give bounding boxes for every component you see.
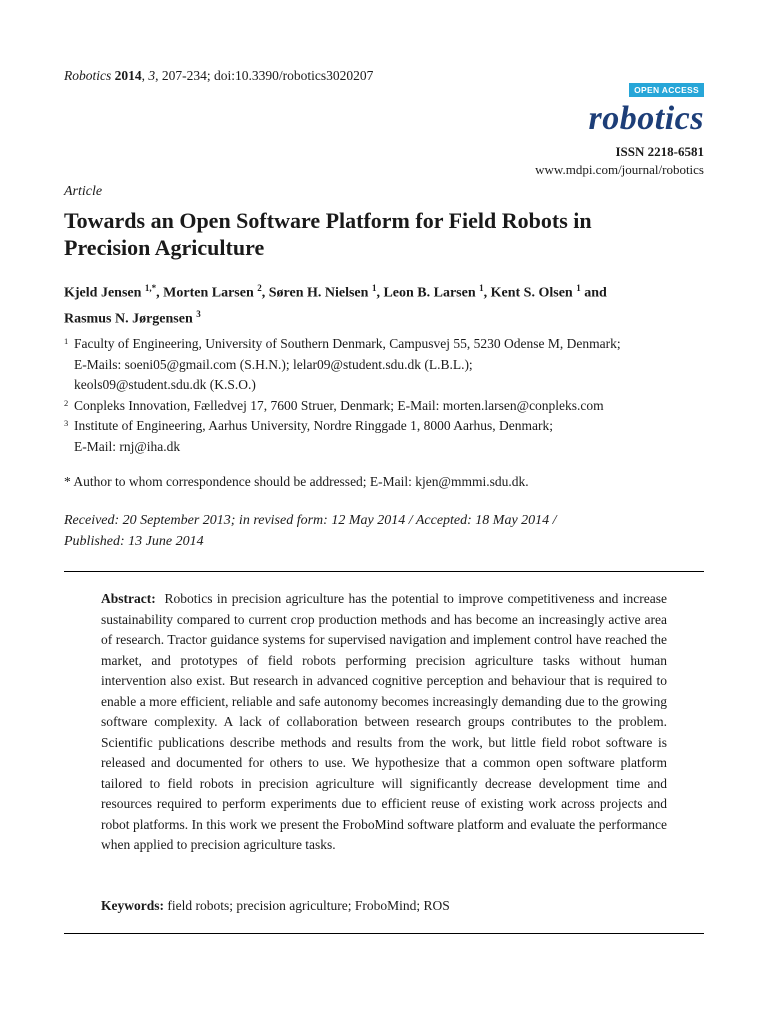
citation-volume: 3 xyxy=(148,68,156,83)
correspondence-note: * Author to whom correspondence should be addressed; E-Mail: kjen@mmmi.sdu.dk. xyxy=(64,474,529,489)
open-access-badge: OPEN ACCESS xyxy=(629,83,704,97)
affiliation-line: Conpleks Innovation, Fælledvej 17, 7600 Struer, Denmark; E-Mail: morten.larsen@conpleks.com xyxy=(74,397,604,413)
issn: ISSN 2218-6581 xyxy=(615,144,704,159)
author-name: Kjeld Jensen xyxy=(64,285,142,301)
author-affiliation-marker: 2 xyxy=(257,283,262,293)
affiliation-number: 2 xyxy=(64,397,69,408)
affiliation-1 xyxy=(64,334,714,396)
affiliation-line: E-Mails: soeni05@gmail.com (S.H.N.); lelar09@student.sdu.dk (L.B.L.); xyxy=(74,356,473,372)
citation-journal: Robotics xyxy=(64,68,112,83)
article-type: Article xyxy=(64,184,103,199)
affiliation-line: Institute of Engineering, Aarhus University, Nordre Ringgade 1, 8000 Aarhus, Denmark; xyxy=(74,418,554,433)
author-separator: , xyxy=(483,285,491,301)
author-name: Leon B. Larsen xyxy=(383,285,476,301)
author-name: Kent S. Olsen xyxy=(490,285,573,301)
title-line: Towards an Open Software Platform for Field Robots in xyxy=(64,208,592,233)
bottom-divider xyxy=(64,933,704,934)
author-separator: , xyxy=(156,285,164,301)
keywords-text: field robots; precision agriculture; FroboMind; ROS xyxy=(167,898,450,913)
affiliation-line: Faculty of Engineering, University of Southern Denmark, Campusvej 55, 5230 Odense M, Denmark; xyxy=(74,336,621,351)
author-name: Søren H. Nielsen xyxy=(268,285,369,301)
keywords xyxy=(101,898,450,914)
affiliation-2 xyxy=(64,396,714,417)
author-list xyxy=(64,278,704,329)
journal-url[interactable]: www.mdpi.com/journal/robotics xyxy=(535,162,704,177)
publication-dates xyxy=(64,510,704,552)
author-name: Rasmus N. Jørgensen xyxy=(64,311,193,327)
author-affiliation-marker: 1 xyxy=(576,283,581,293)
affiliation-number: 1 xyxy=(64,336,69,346)
author-separator: and xyxy=(580,285,607,301)
citation-line: Robotics 2014, 3, 207-234; doi:10.3390/robotics3020207 xyxy=(64,68,374,83)
citation-year: 2014 xyxy=(114,68,142,83)
author-separator: , xyxy=(376,285,384,301)
affiliation-3 xyxy=(64,416,714,457)
top-divider xyxy=(64,571,704,572)
dates-line: Published: 13 June 2014 xyxy=(64,534,204,549)
dates-line: Received: 20 September 2013; in revised form: 12 May 2014 / Accepted: 18 May 2014 / xyxy=(64,513,557,528)
author-line-1 xyxy=(64,278,704,304)
author-separator: , xyxy=(261,285,269,301)
affiliation-line: E-Mail: rnj@iha.dk xyxy=(74,438,181,454)
abstract xyxy=(101,589,667,856)
title-line: Precision Agriculture xyxy=(64,235,265,260)
affiliation-number: 3 xyxy=(64,418,69,428)
author-name: Morten Larsen xyxy=(163,285,254,301)
abstract-text: Robotics in precision agriculture has the potential to improve competitiveness and increase sustainability compared to current crop production methods and has become an increasingly active area of research. Tractor guidance systems for supervised navigation and implement control have reached the market, and prototypes of field robots performing precision agriculture tasks without human intervention also exist. But research in advanced cognitive perception and behaviour that is required to enable a more efficient, reliable and safe autonomy becomes increasingly demanding due to the growing software complexity. A lack of collaboration between research groups contributes to the problem. Scientific publications describe methods and results from the work, but little field robot software is released and documented for others to use. We hypothesize that a common open software platform tailored to field robots in precision agriculture will significantly decrease development time and resources required to perform experiments due to efficient reuse of existing work across projects and robot platforms. In this work we present the FroboMind software platform and evaluate the performance when applied to precision agriculture tasks. xyxy=(101,591,668,852)
author-affiliation-marker: 1 xyxy=(479,283,484,293)
affiliation-line: keols09@student.sdu.dk (K.S.O.) xyxy=(74,377,256,392)
author-affiliation-marker: 3 xyxy=(196,308,201,319)
citation-pages-doi: , 207-234; doi:10.3390/robotics3020207 xyxy=(155,68,374,83)
journal-logo: robotics xyxy=(588,100,704,137)
article-title xyxy=(64,207,684,261)
author-affiliation-marker: 1,* xyxy=(144,283,157,293)
abstract-label: Abstract: xyxy=(101,591,156,606)
author-line-2 xyxy=(64,304,704,330)
keywords-label: Keywords: xyxy=(101,898,164,913)
affiliations xyxy=(64,334,714,457)
author-affiliation-marker: 1 xyxy=(371,283,377,293)
